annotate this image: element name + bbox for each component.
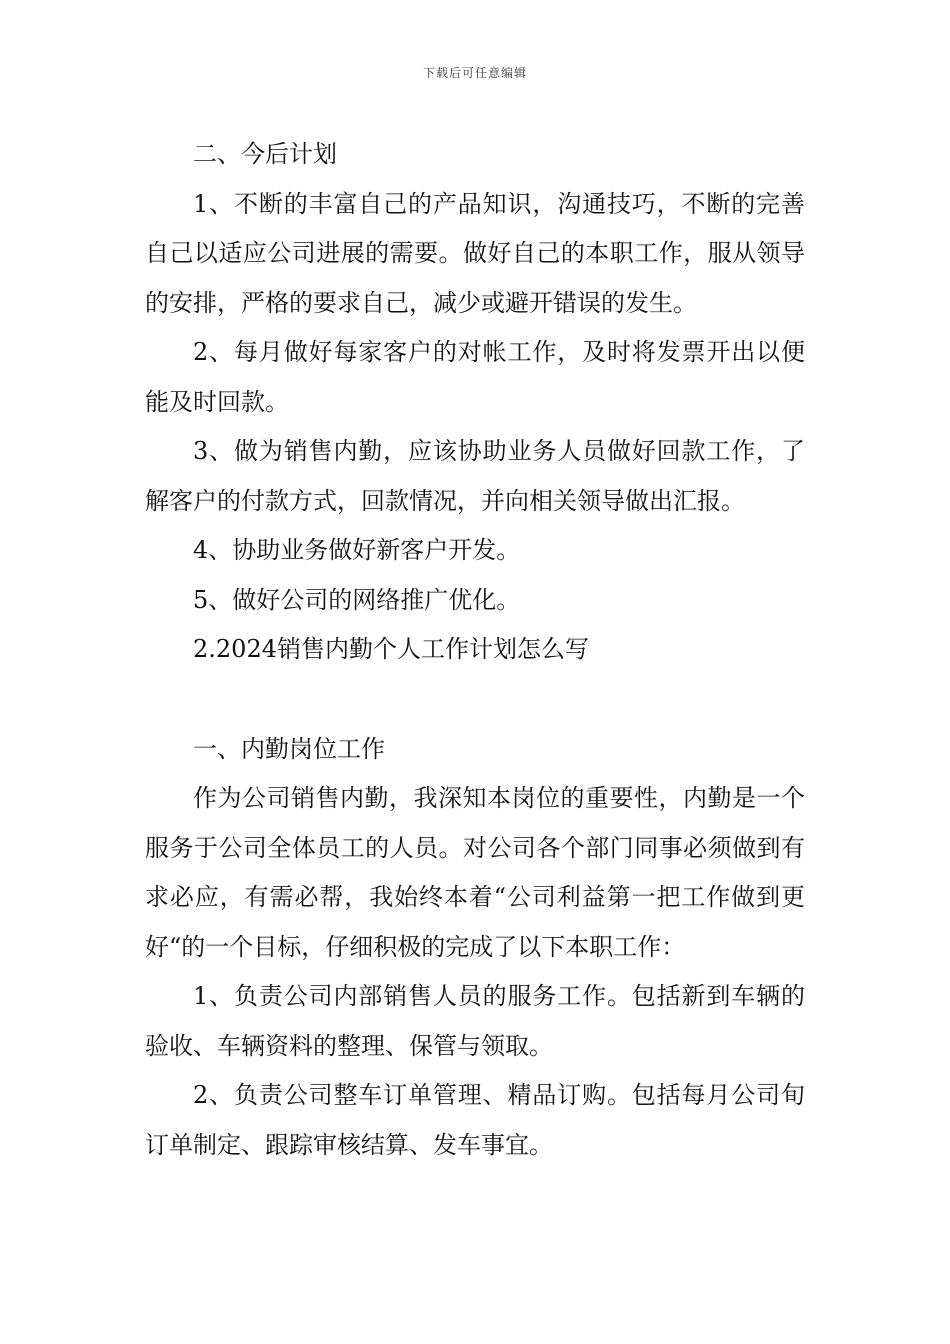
document-body [145,130,805,1170]
duty-item-2: 2、负责公司整车订单管理、精品订购。包括每月公司旬订单制定、跟踪审核结算、发车事宜。 [145,1081,805,1159]
article-title: 2.2024销售内勤个人工作计划怎么写 [193,635,589,663]
office-duties-intro: 作为公司销售内勤，我深知本岗位的重要性，内勤是一个服务于公司全体员工的人员。对公司各个部门同事必须做到有求必应，有需必帮，我始终本着“公司利益第一把工作做到更好“的一个目标，仔细积极的完成了以下本职工作： [145,784,805,961]
plan-item-5: 5、做好公司的网络推广优化。 [193,585,521,614]
duty-item-1: 1、负责公司内部销售人员的服务工作。包括新到车辆的验收、车辆资料的整理、保管与领取。 [145,982,805,1060]
plan-item-1: 1、不断的丰富自己的产品知识，沟通技巧，不断的完善自己以适应公司进展的需要。做好自己的本职工作，服从领导的安排，严格的要求自己，减少或避开错误的发生。 [145,189,805,317]
blank-line [145,675,805,725]
section-heading-office-duties: 一、内勤岗位工作 [193,734,385,763]
header-note: 下载后可任意编辑 [422,66,527,80]
plan-item-4: 4、协助业务做好新客户开发。 [193,536,521,564]
section-heading-future-plan: 二、今后计划 [193,140,337,168]
plan-item-2: 2、每月做好每家客户的对帐工作，及时将发票开出以便能及时回款。 [145,338,805,416]
plan-item-3: 3、做为销售内勤，应该协助业务人员做好回款工作，了解客户的付款方式，回款情况，并向相关领导做出汇报。 [145,437,805,515]
